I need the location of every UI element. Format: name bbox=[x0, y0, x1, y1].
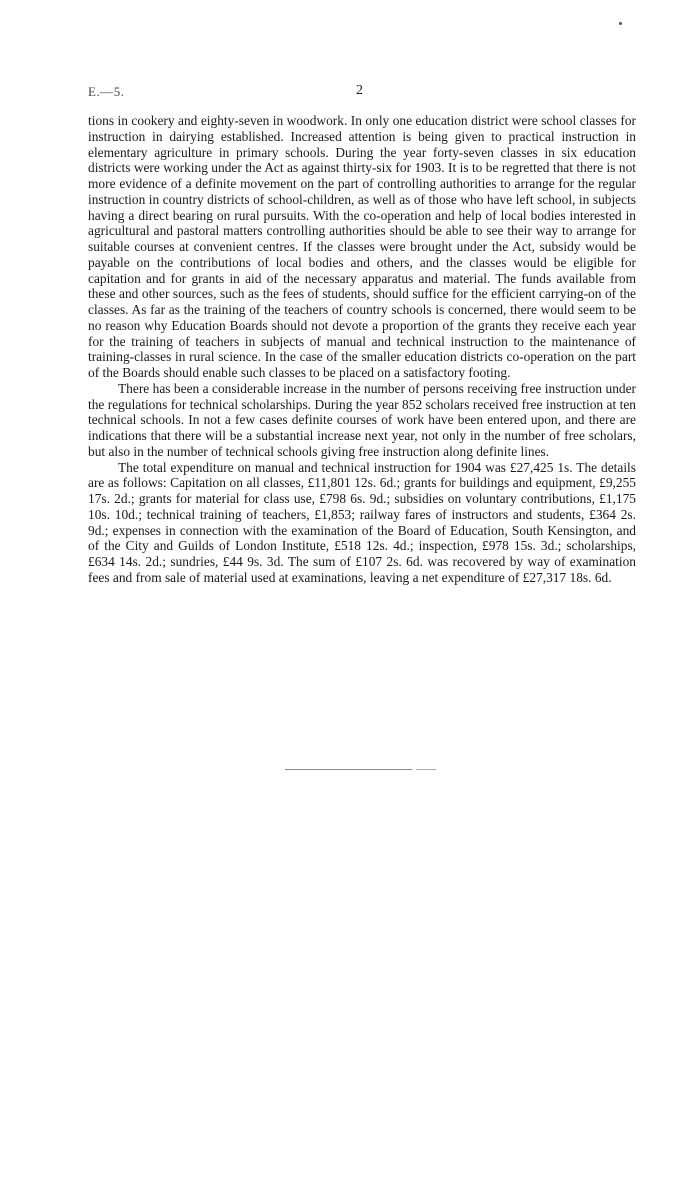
document-reference: E.—5. bbox=[88, 84, 125, 99]
body-text bbox=[88, 113, 636, 586]
paragraph-continued: tions in cookery and eighty-seven in woodwork. In only one education district were school classes for instruction in dairying established. Increased attention is being given to practical instruction in elementary agriculture in primary schools. During the year forty-seven classes in six education districts were working under the Act as against thirty-six for 1903. It is to be regretted that there is not more evidence of a definite movement on the part of controlling authorities to arrange for the regular instruction in country districts of school-children, as well as of those who have left school, in subjects having a direct bearing on rural pursuits. With the co-operation and help of local bodies interested in agricultural and pastoral matters controlling authorities should be able to see their way to arrange for suitable courses at convenient centres. If the classes were brought under the Act, subsidy would be payable on the contributions of local bodies and others, and the classes would be eligible for capitation and for grants in aid of the necessary apparatus and material. The funds available from these and other sources, such as the fees of students, should suffice for the efficient carrying-on of the classes. As far as the training of the teachers of country schools is concerned, there would seem to be no reason why Education Boards should not devote a proportion of the grants they receive each year for the training of teachers in subjects of manual and technical instruction to the maintenance of training-classes in rural science. In the case of the smaller education districts co-operation on the part of the Boards should enable such classes to be placed on a satisfactory footing. bbox=[88, 113, 636, 380]
end-rule-tail bbox=[416, 769, 436, 770]
paragraph-scholarships: There has been a considerable increase in the number of persons receiving free instruction under the regulations for technical scholarships. During the year 852 scholars received free instruction at ten technical schools. In not a few cases definite courses of work have been entered upon, and there are indications that there will be a substantial increase next year, not only in the number of free scholars, but also in the number of technical schools giving free instruction along definite lines. bbox=[88, 380, 636, 459]
page-header bbox=[88, 84, 636, 104]
page-number: 2 bbox=[356, 83, 363, 98]
end-rule bbox=[285, 769, 412, 770]
paragraph-expenditure: The total expenditure on manual and technical instruction for 1904 was £27,425 1s. The details are as follows: Capitation on all classes, £11,801 12s. 6d.; grants for buildings and equipment, £9,255 17s. 2d.; grants for material for class use, £798 6s. 9d.; subsidies on voluntary contributions, £1,175 10s. 10d.; technical training of teachers, £1,853; railway fares of instructors and students, £364 2s. 9d.; expenses in connection with the examination of the Board of Education, South Kensington, and of the City and Guilds of London Institute, £518 12s. 4d.; inspection, £978 15s. 3d.; scholarships, £634 14s. 2d.; sundries, £44 9s. 3d. The sum of £107 2s. 6d. was recovered by way of examination fees and from sale of material used at examinations, leaving a net expenditure of £27,317 18s. 6d. bbox=[88, 459, 636, 585]
scan-speck bbox=[619, 22, 622, 25]
